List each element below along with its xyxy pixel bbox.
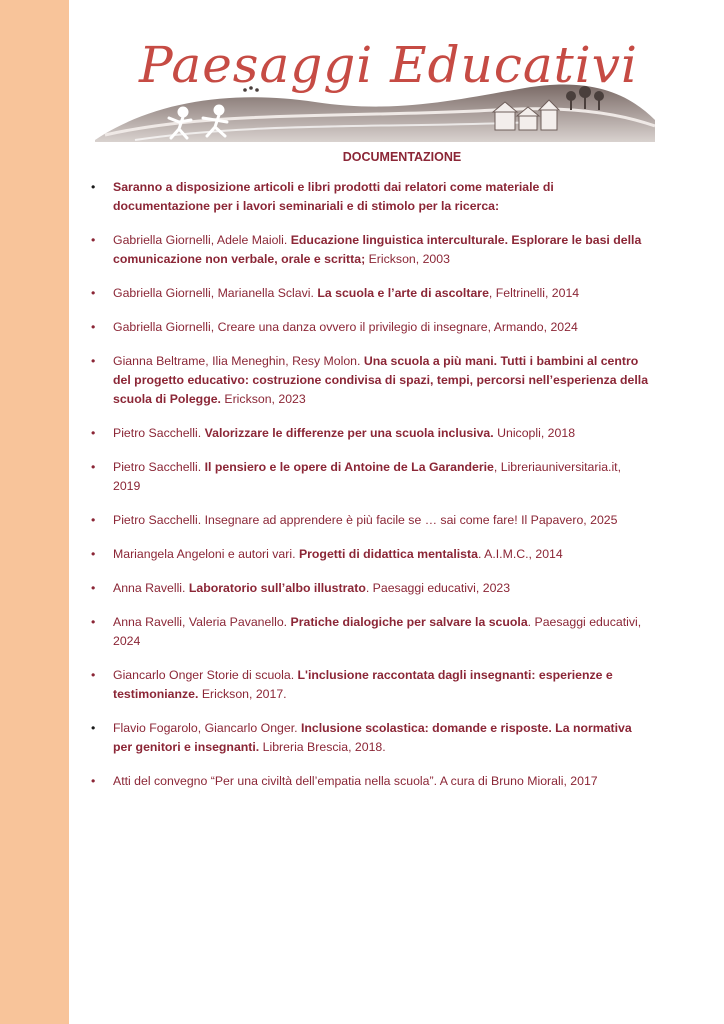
item-text: Pietro Sacchelli. Insegnare ad apprendere è più facile se … sai come fare! Il Papavero, 2025	[113, 513, 618, 527]
item-title-text: Valorizzare le differenze per una scuola inclusiva.	[204, 426, 494, 440]
list-item	[91, 458, 651, 496]
item-text: Flavio Fogarolo, Giancarlo Onger.	[113, 721, 301, 735]
bullet-marker: •	[91, 547, 96, 561]
bullet-marker: •	[91, 354, 96, 368]
item-text: , Feltrinelli, 2014	[488, 286, 580, 300]
item-text: Erickson, 2023	[220, 392, 306, 406]
item-text: Erickson, 2017.	[198, 687, 287, 701]
list-item	[91, 666, 651, 704]
list-item	[91, 318, 651, 337]
item-text: . A.I.M.C., 2014	[477, 547, 563, 561]
list-item	[91, 352, 651, 409]
item-title-text: Il pensiero e le opere di Antoine de La Garanderie	[204, 460, 494, 474]
item-text: Anna Ravelli.	[113, 581, 189, 595]
list-item	[91, 613, 651, 651]
bullet-marker: •	[91, 286, 96, 300]
item-title-text: Progetti di didattica mentalista	[298, 547, 478, 561]
item-title-text: Inclusione scolastica: domande e risposte. La normativa per genitori e insegnanti.	[113, 721, 632, 754]
item-text: Atti del convegno “Per una civiltà dell’empatia nella scuola”. A cura di Bruno Miorali, 2017	[113, 774, 598, 788]
bullet-marker: •	[91, 721, 96, 735]
bullet-marker: •	[91, 774, 96, 788]
bullet-marker: •	[91, 180, 96, 194]
item-title-text: Educazione linguistica interculturale. Esplorare le basi della comunicazione non verbale, orale e scritta;	[113, 233, 642, 266]
list-item	[91, 545, 651, 564]
list-item	[91, 284, 651, 303]
item-text: Gianna Beltrame, Ilia Meneghin, Resy Molon.	[113, 354, 364, 368]
item-text: Gabriella Giornelli, Creare una danza ovvero il privilegio di insegnare, Armando, 2024	[113, 320, 578, 334]
bullet-marker: •	[91, 460, 96, 474]
item-text: Pietro Sacchelli.	[113, 426, 205, 440]
list-item	[91, 424, 651, 443]
list-item	[91, 772, 651, 791]
item-title-text: Saranno a disposizione articoli e libri prodotti dai relatori come materiale di documentazione per i lavori seminariali e di stimolo per la ricerca:	[113, 180, 554, 213]
item-text: Erickson, 2003	[365, 252, 450, 266]
item-text: Gabriella Giornelli, Marianella Sclavi.	[113, 286, 318, 300]
item-text: . Paesaggi educativi, 2024	[113, 615, 642, 648]
item-text: . Paesaggi educativi, 2023	[365, 581, 511, 595]
item-text: Unicopli, 2018	[493, 426, 576, 440]
item-text: Anna Ravelli, Valeria Pavanello.	[113, 615, 291, 629]
item-text: Libreria Brescia, 2018.	[259, 740, 386, 754]
item-title-text: L'inclusione raccontata dagli insegnanti: esperienze e testimonianze.	[113, 668, 613, 701]
list-item	[91, 231, 651, 269]
page-title: DOCUMENTAZIONE	[342, 150, 462, 164]
item-text: , Libreriauniversitaria.it, 2019	[113, 460, 622, 493]
bullet-marker: •	[91, 233, 96, 247]
bullet-marker: •	[91, 668, 96, 682]
item-text: Gabriella Giornelli, Adele Maioli.	[113, 233, 291, 247]
bullet-marker: •	[91, 615, 96, 629]
list-item	[91, 719, 651, 757]
paesaggi-educativi-logo	[95, 30, 655, 150]
item-title-text: Pratiche dialogiche per salvare la scuola	[290, 615, 528, 629]
bullet-marker: •	[91, 320, 96, 334]
list-item	[91, 178, 651, 216]
item-title-text: Laboratorio sull’albo illustrato	[188, 581, 366, 595]
document-body	[91, 178, 651, 806]
bullet-marker: •	[91, 426, 96, 440]
item-title-text: Una scuola a più mani. Tutti i bambini al centro del progetto educativo: costruzione condivisa di spazi, tempi, percorsi nell’esperienza della scuola di Polegge.	[113, 354, 649, 406]
list-item	[91, 579, 651, 598]
bullet-marker: •	[91, 581, 96, 595]
item-title-text: La scuola e l’arte di ascoltare	[317, 286, 489, 300]
bibliography-list	[91, 178, 651, 791]
item-text: Pietro Sacchelli.	[113, 460, 205, 474]
item-text: Mariangela Angeloni e autori vari.	[113, 547, 299, 561]
item-text: Giancarlo Onger Storie di scuola.	[113, 668, 298, 682]
logo-text: Paesaggi Educativi	[139, 36, 639, 94]
bullet-marker: •	[91, 513, 96, 527]
list-item	[91, 511, 651, 530]
